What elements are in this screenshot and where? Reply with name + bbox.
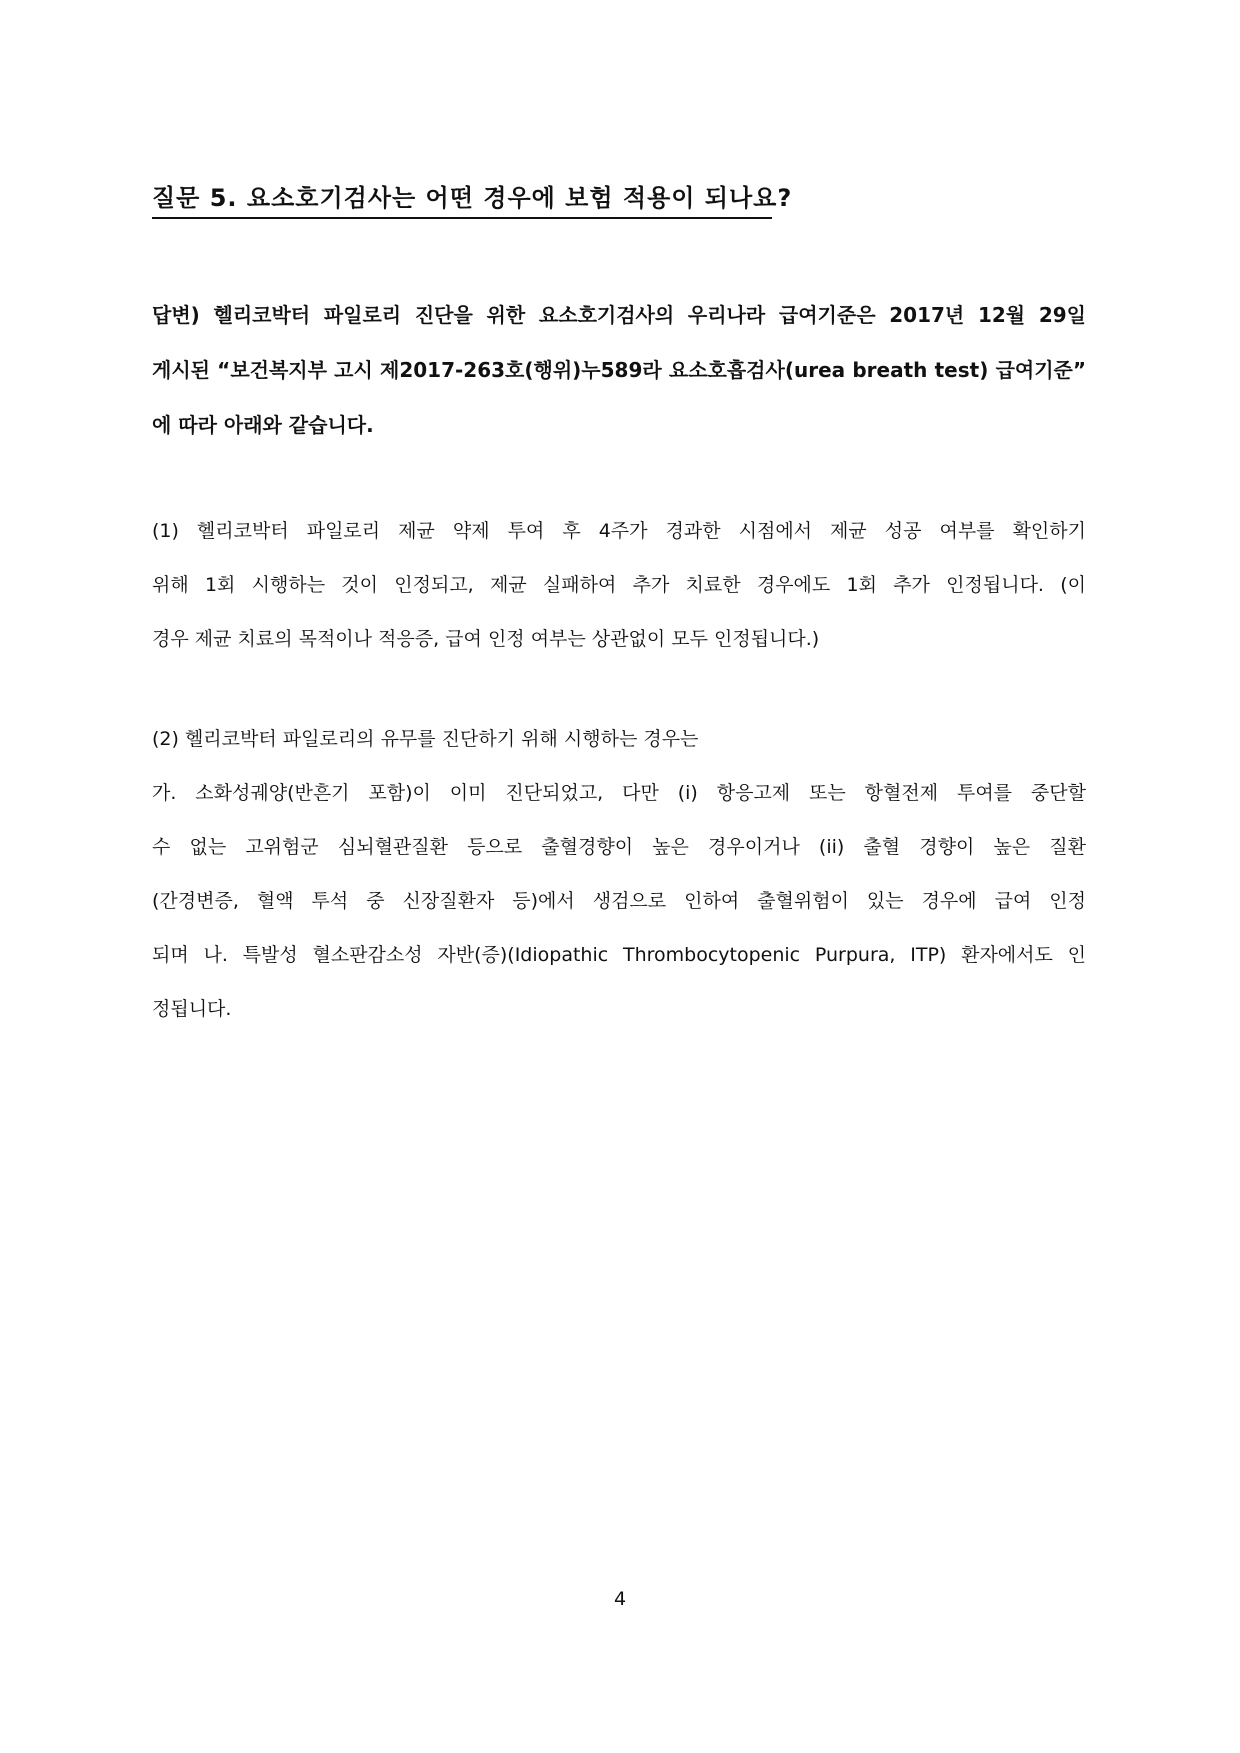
paragraph-line: 수 없는 고위험군 심뇌혈관질환 등으로 출혈경향이 높은 경우이거나 (ii) 출혈 경향이 높은 질환 [152, 836, 1086, 858]
paragraph-line: (2) 헬리코박터 파일로리의 유무를 진단하기 위해 시행하는 경우는 [152, 728, 699, 750]
criteria-paragraph-2 [152, 712, 1086, 1036]
answer-line: 답변) 헬리코박터 파일로리 진단을 위한 요소호기검사의 우리나라 급여기준은 2017년 12월 29일 [152, 303, 1087, 327]
paragraph-line: (1) 헬리코박터 파일로리 제균 약제 투여 후 4주가 경과한 시점에서 제균 성공 여부를 확인하기 [152, 520, 1086, 542]
paragraph-line: (간경변증, 혈액 투석 중 신장질환자 등)에서 생검으로 인하여 출혈위험이 있는 경우에 급여 인정 [152, 890, 1086, 912]
answer-line: 게시된 “보건복지부 고시 제2017-263호(행위)누589라 요소호흡검사(urea breath test) 급여기준” [152, 358, 1086, 382]
paragraph-line: 가. 소화성궤양(반흔기 포함)이 이미 진단되었고, 다만 (i) 항응고제 또는 항혈전제 투여를 중단할 [152, 782, 1086, 804]
criteria-paragraph-1 [152, 504, 1086, 666]
paragraph-line: 정됩니다. [152, 998, 232, 1020]
answer-paragraph [152, 288, 1086, 453]
paragraph-line: 되며 나. 특발성 혈소판감소성 자반(증)(Idiopathic Thrombocytopenic Purpura, ITP) 환자에서도 인 [152, 944, 1086, 966]
paragraph-line: 경우 제균 치료의 목적이나 적응증, 급여 인정 여부는 상관없이 모두 인정됩니다.) [152, 628, 820, 650]
answer-line: 에 따라 아래와 같습니다. [152, 413, 374, 437]
question-title: 질문 5. 요소호기검사는 어떤 경우에 보험 적용이 되나요? [152, 178, 772, 219]
paragraph-line: 위해 1회 시행하는 것이 인정되고, 제균 실패하여 추가 치료한 경우에도 1회 추가 인정됩니다. (이 [152, 574, 1086, 596]
page-number: 4 [613, 1588, 627, 1610]
